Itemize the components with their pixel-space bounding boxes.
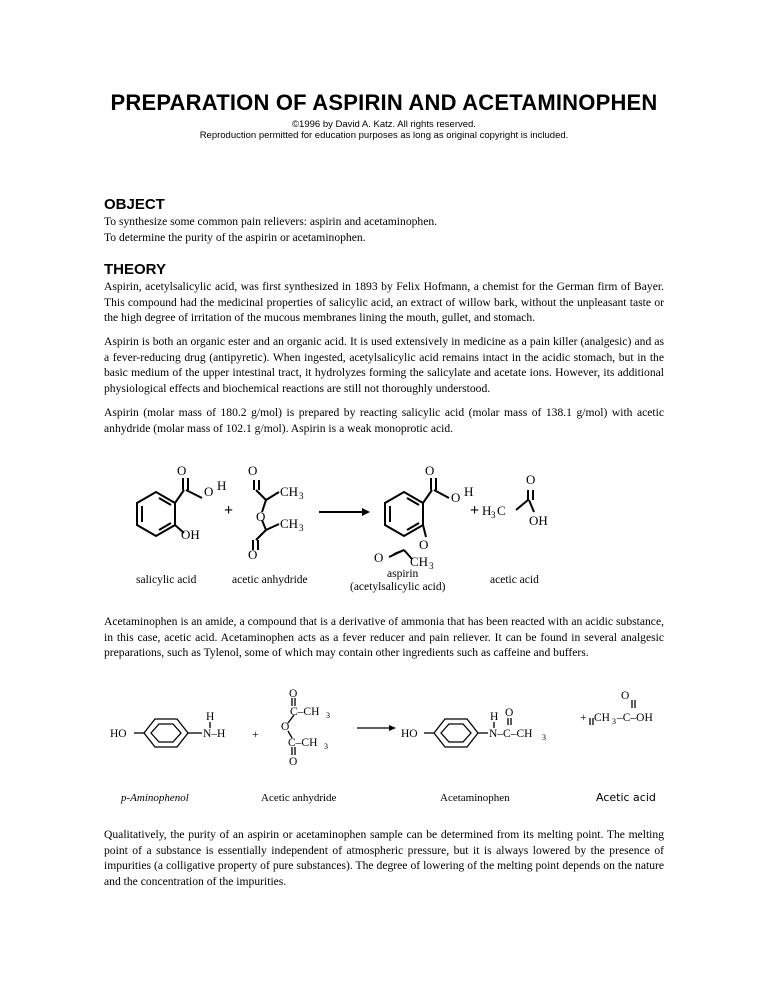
svg-text:HO: HO xyxy=(110,728,127,740)
svg-text:+: + xyxy=(252,727,259,741)
svg-text:CH: CH xyxy=(410,554,429,569)
label-p-aminophenol: p-Aminophenol xyxy=(121,792,189,804)
svg-text:3: 3 xyxy=(324,742,328,751)
svg-text:CH: CH xyxy=(280,516,299,531)
theory-paragraph-5: Qualitatively, the purity of an aspirin or acetaminophen sample can be determined from its melting point. The melting point of a substance is essentially independent of atmospheric pressure, but it is always lowered by the presence of impurities (a colligative property of pure substances). The degree of lowering of the melting point depends on the nature and the concentration of the impurities. xyxy=(104,828,664,888)
svg-text:OH: OH xyxy=(181,527,200,542)
svg-text:HO: HO xyxy=(401,728,418,740)
copyright-line: ©1996 by David A. Katz. All rights reserved. xyxy=(292,119,476,130)
aspirin-reaction-scheme xyxy=(104,442,548,602)
svg-text:O: O xyxy=(419,537,429,552)
svg-text:O: O xyxy=(425,463,435,478)
svg-text:O: O xyxy=(289,688,298,700)
svg-text:+: + xyxy=(224,502,234,519)
svg-text:3: 3 xyxy=(542,733,546,742)
acetaminophen-reaction-scheme xyxy=(104,688,574,808)
svg-text:C: C xyxy=(497,503,506,518)
svg-text:CH: CH xyxy=(594,712,610,724)
svg-text:H: H xyxy=(482,503,492,518)
theory-paragraph-2: Aspirin is both an organic ester and an organic acid. It is used extensively in medicine as a pain killer (analgesic) and as a fever-reducing drug (antipyretic). When ingested, acetylsalicylic acid remains intact in the acidic stomach, but in the basic medium of the upper intestinal tract, it hydrolyzes forming the salicylate and acetate ions. However, its additional physiological effects and biochemical reactions are still not thoroughly understood. xyxy=(104,335,664,395)
theory-paragraph-3: Aspirin (molar mass of 180.2 g/mol) is prepared by reacting salicylic acid (molar mass of 138.1 g/mol) with acetic anhydride (molar mass of 102.1 g/mol). Aspirin is a weak monoprotic acid. xyxy=(104,406,664,435)
svg-text:N–C–CH: N–C–CH xyxy=(489,728,533,740)
svg-text:O: O xyxy=(526,472,536,487)
label-acetic-acid-2: Acetic acid xyxy=(596,791,656,804)
label-aspirin-sub: (acetylsalicylic acid) xyxy=(350,581,446,593)
object-line-1: To synthesize some common pain relievers: aspirin and acetaminophen. xyxy=(104,215,438,228)
label-acetaminophen: Acetaminophen xyxy=(440,792,510,804)
svg-text:O: O xyxy=(289,756,298,768)
svg-text:O: O xyxy=(248,463,258,478)
label-aspirin: aspirin xyxy=(387,568,419,580)
theory-heading: THEORY xyxy=(104,261,166,278)
object-line-2: To determine the purity of the aspirin or acetaminophen. xyxy=(104,230,366,244)
svg-text:C–CH: C–CH xyxy=(288,737,318,749)
label-acetic-anhydride-1: acetic anhydride xyxy=(232,574,308,586)
object-heading: OBJECT xyxy=(104,196,165,213)
svg-text:O: O xyxy=(248,547,258,562)
svg-text:CH: CH xyxy=(280,484,299,499)
svg-text:O: O xyxy=(204,484,214,499)
svg-text:O: O xyxy=(505,707,514,719)
reproduction-line: Reproduction permitted for education purposes as long as original copyright is included. xyxy=(199,130,569,141)
svg-text:H: H xyxy=(490,711,499,723)
object-text xyxy=(104,214,664,245)
svg-text:3: 3 xyxy=(299,523,304,533)
svg-text:3: 3 xyxy=(429,561,434,571)
label-acetic-anhydride-2: Acetic anhydride xyxy=(261,792,337,804)
svg-text:–C–OH: –C–OH xyxy=(617,712,653,724)
svg-text:3: 3 xyxy=(612,717,616,726)
theory-paragraph-4: Acetaminophen is an amide, a compound that is a derivative of ammonia that has been reacted with an acidic substance, in this case, acetic acid. Acetaminophen acts as a fever reducer and pain reliever. It can be found in several analgesic preparations, such as Tylenol, some of which may contain other ingredients such as caffeine and buffers. xyxy=(104,615,664,659)
svg-text:O: O xyxy=(621,690,630,702)
page-title: PREPARATION OF ASPIRIN AND ACETAMINOPHEN xyxy=(110,90,658,115)
svg-text:O: O xyxy=(177,463,187,478)
svg-text:C–CH: C–CH xyxy=(290,706,320,718)
svg-text:+: + xyxy=(580,712,587,724)
svg-text:+: + xyxy=(470,502,480,519)
svg-text:3: 3 xyxy=(299,491,304,501)
label-salicylic-acid: salicylic acid xyxy=(136,574,197,586)
svg-text:O: O xyxy=(374,550,384,565)
svg-text:3: 3 xyxy=(491,510,496,520)
label-acetic-acid-1: acetic acid xyxy=(490,574,539,586)
svg-text:H: H xyxy=(206,711,215,723)
svg-text:O: O xyxy=(451,490,461,505)
svg-text:O: O xyxy=(281,721,290,733)
svg-text:H: H xyxy=(217,478,227,493)
theory-paragraph-1: Aspirin, acetylsalicylic acid, was first synthesized in 1893 by Felix Hofmann, a chemist for the German firm of Bayer. This compound had the medicinal properties of salicylic acid, an extract of willow bark, without the unpleasant taste or the high degree of irritation of the mucous membranes lining the mouth, gullet, and stomach. xyxy=(104,280,664,324)
svg-text:O: O xyxy=(256,509,266,524)
svg-text:N–H: N–H xyxy=(203,728,226,740)
svg-text:OH: OH xyxy=(529,513,548,528)
svg-text:3: 3 xyxy=(326,711,330,720)
svg-text:H: H xyxy=(464,484,474,499)
acetic-acid-product-2 xyxy=(576,688,696,808)
